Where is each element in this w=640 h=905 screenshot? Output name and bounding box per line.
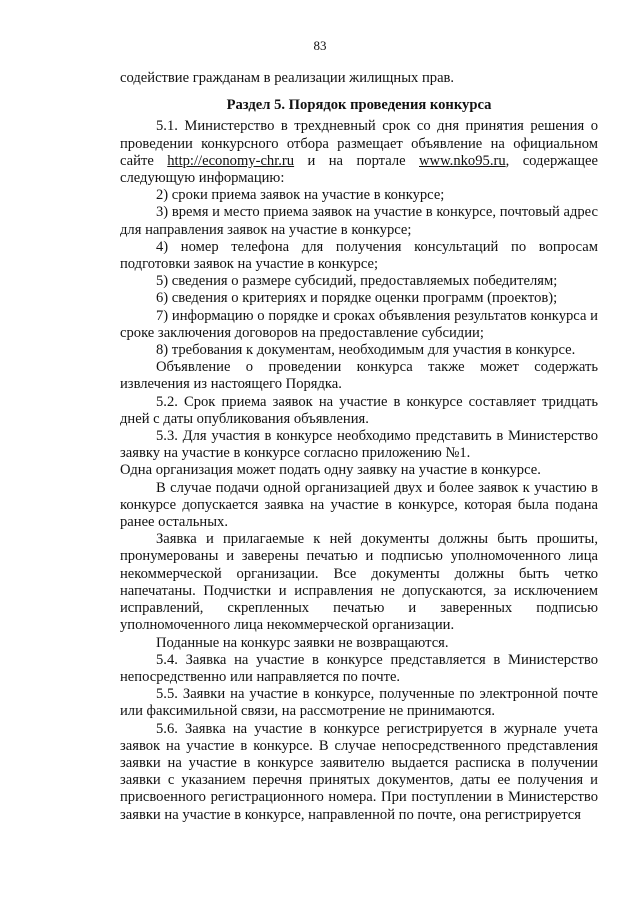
paragraph-5-1 [120,118,598,187]
page-number: 83 [313,38,327,53]
lead-line: содействие гражданам в реализации жилищных прав. [120,70,455,86]
paragraph-5-1-text-start: 5.1. Министерство в трехдневный срок со дня принятия решения о проведении конкурсного отбора размещает объявление на официальном сайте [120,118,598,169]
list-item-5: 5) сведения о размере субсидий, предоставляемых победителям; [156,273,558,290]
document-body [120,70,598,824]
paragraph-5-2: 5.2. Срок приема заявок на участие в конкурсе составляет тридцать дней с даты опубликования объявления. [120,393,598,427]
list-item-2: 2) сроки приема заявок на участие в конкурсе; [156,187,445,204]
paragraph-documents: Заявка и прилагаемые к ней документы должны быть прошиты, пронумерованы и заверены печатью и подписью уполномоченного лица некоммерческой организации. Все документы должны быть четко напечатаны. Подчистки и исправления не допускаются, за исключением исправлений, скрепленных печатью и заверенных подписью уполномоченного лица некоммерческой организации. [120,531,598,634]
paragraph-5-1-text-middle: и на портале [294,152,420,169]
paragraph-two-applications: В случае подачи одной организацией двух и более заявок к участию в конкурсе допускается заявка на участие в конкурсе, которая была подана ранее остальных. [120,479,598,531]
nko-portal-link[interactable]: www.nko95.ru [419,152,506,169]
economy-site-link[interactable]: http://economy-chr.ru [167,152,295,169]
paragraph-5-4: 5.4. Заявка на участие в конкурсе представляется в Министерство непосредственно или направляется по почте. [120,651,598,685]
paragraph-5-3: 5.3. Для участия в конкурсе необходимо представить в Министерство заявку на участие в конкурсе согласно приложению №1. [120,428,598,462]
list-item-7: 7) информацию о порядке и сроках объявления результатов конкурса и сроке заключения договоров на предоставление субсидии; [120,307,598,341]
list-item-4: 4) номер телефона для получения консультаций по вопросам подготовки заявок на участие в конкурсе; [120,238,598,273]
paragraph-not-returned: Поданные на конкурс заявки не возвращаются. [156,634,449,651]
section-title: Раздел 5. Порядок проведения конкурса [226,97,492,114]
paragraph-5-5: 5.5. Заявки на участие в конкурсе, полученные по электронной почте или факсимильной связи, на рассмотрение не принимаются. [120,686,598,720]
list-item-6: 6) сведения о критериях и порядке оценки программ (проектов); [156,290,558,307]
list-item-8: 8) требования к документам, необходимым для участия в конкурсе. [156,342,576,359]
paragraph-5-6: 5.6. Заявка на участие в конкурсе регистрируется в журнале учета заявок на участие в конкурсе. В случае непосредственного представления заявки на участие в конкурсе заявителю выдается расписка в получении заявки с указанием перечня принятых документов, даты ее получения и присвоенного регистрационного номера. При поступлении в Министерство заявки на участие в конкурсе, направленной по почте, она регистрируется [120,720,598,823]
paragraph-announcement: Объявление о проведении конкурса также может содержать извлечения из настоящего Порядка. [120,359,598,393]
paragraph-one-application: Одна организация может подать одну заявку на участие в конкурсе. [120,462,541,479]
paragraph-5-1-text-end: , содержащее следующую информацию: [120,152,599,187]
list-item-3: 3) время и место приема заявок на участие в конкурсе, почтовый адрес для направления заявок на участие в конкурсе; [120,204,598,238]
